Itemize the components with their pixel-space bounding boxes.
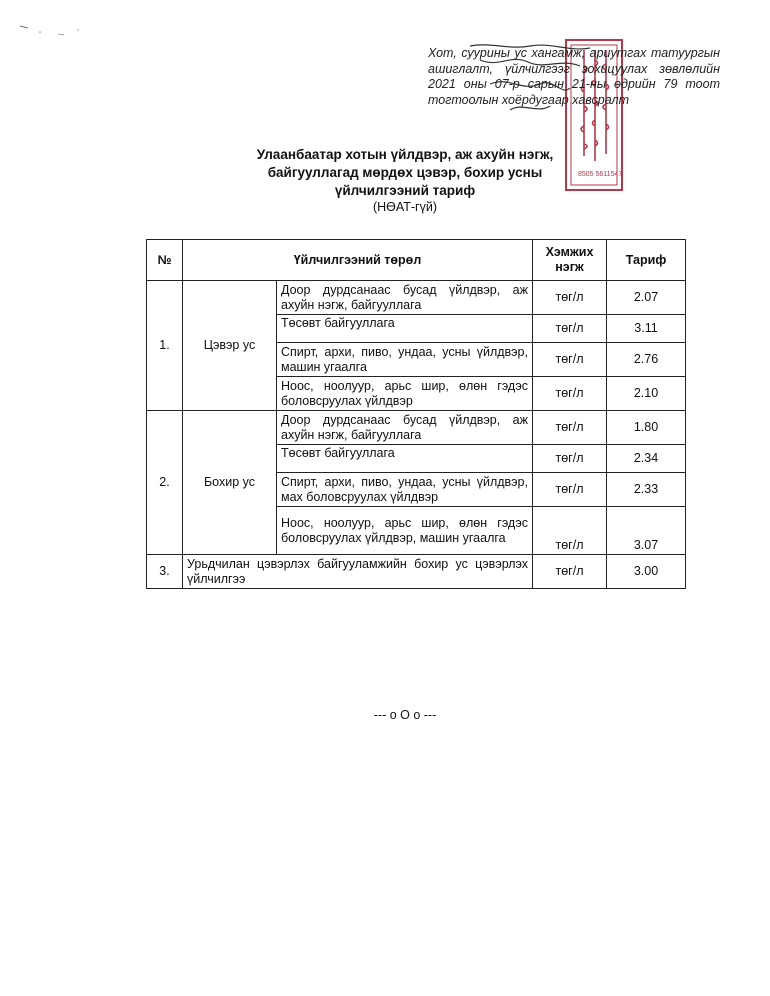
category-waste-water: Бохир ус	[183, 411, 277, 555]
document-title	[200, 146, 610, 200]
unit-cell: төг/л	[533, 343, 607, 377]
title-line-3: үйлчилгээний тариф	[334, 183, 476, 198]
service-description: Доор дурдсанаас бусад үйлдвэр, аж ахуйн нэгж, байгууллага	[277, 411, 533, 445]
table-row	[147, 281, 686, 315]
table-row	[147, 411, 686, 445]
service-description: Урьдчилан цэвэрлэх байгууламжийн бохир ус цэвэрлэх үйлчилгээ	[183, 555, 533, 589]
tariff-cell: 1.80	[607, 411, 686, 445]
unit-cell: төг/л	[533, 377, 607, 411]
service-description: Ноос, ноолуур, арьс шир, өлөн гэдэс боловсруулах үйлдвэр	[277, 377, 533, 411]
end-marker: --- o O o ---	[373, 708, 437, 722]
header-tariff: Тариф	[607, 240, 686, 281]
vat-note: (НӨАТ-гүй)	[372, 200, 438, 214]
tariff-cell: 2.07	[607, 281, 686, 315]
unit-cell: төг/л	[533, 473, 607, 507]
unit-cell: төг/л	[533, 281, 607, 315]
unit-cell: төг/л	[533, 507, 607, 555]
title-line-2: байгууллагад мөрдөх цэвэр, бохир усны	[267, 165, 543, 180]
header-unit: Хэмжих нэгж	[533, 240, 607, 281]
table-header-row	[147, 240, 686, 281]
scan-specks	[18, 18, 98, 48]
tariff-cell: 3.00	[607, 555, 686, 589]
resolution-annex-note: Хот, суурины ус хангамж, ариутгах татуургын ашиглалт, үйлчилгээг зохицуулах зөвлөлийн 2021 оны 07-р сарын 21-ны өдрийн 79 тоот тогтоолын хоёрдугаар хавсралт	[428, 46, 720, 107]
unit-cell: төг/л	[533, 315, 607, 343]
service-description: Төсөвт байгууллага	[277, 315, 533, 343]
tariff-table	[146, 239, 686, 589]
service-description: Спирт, архи, пиво, ундаа, усны үйлдвэр, машин угаалга	[277, 343, 533, 377]
tariff-cell: 2.33	[607, 473, 686, 507]
unit-cell: төг/л	[533, 445, 607, 473]
tariff-cell: 3.11	[607, 315, 686, 343]
title-line-1: Улаанбаатар хотын үйлдвэр, аж ахуйн нэгж,	[256, 147, 554, 162]
row-number: 2.	[147, 411, 183, 555]
tariff-cell: 2.10	[607, 377, 686, 411]
category-clean-water: Цэвэр ус	[183, 281, 277, 411]
tariff-cell: 2.34	[607, 445, 686, 473]
row-number: 3.	[147, 555, 183, 589]
service-description: Төсөвт байгууллага	[277, 445, 533, 473]
unit-cell: төг/л	[533, 555, 607, 589]
header-number: №	[147, 240, 183, 281]
unit-cell: төг/л	[533, 411, 607, 445]
service-description: Спирт, архи, пиво, ундаа, усны үйлдвэр, мах боловсруулах үйлдвэр	[277, 473, 533, 507]
stamp-number: 8505 5611547	[578, 171, 623, 178]
row-number: 1.	[147, 281, 183, 411]
header-service-type: Үйлчилгээний төрөл	[183, 240, 533, 281]
service-description: Ноос, ноолуур, арьс шир, өлөн гэдэс боловсруулах үйлдвэр, машин угаалга	[277, 507, 533, 555]
tariff-cell: 2.76	[607, 343, 686, 377]
service-description: Доор дурдсанаас бусад үйлдвэр, аж ахуйн нэгж, байгууллага	[277, 281, 533, 315]
tariff-cell: 3.07	[607, 507, 686, 555]
table-row	[147, 555, 686, 589]
